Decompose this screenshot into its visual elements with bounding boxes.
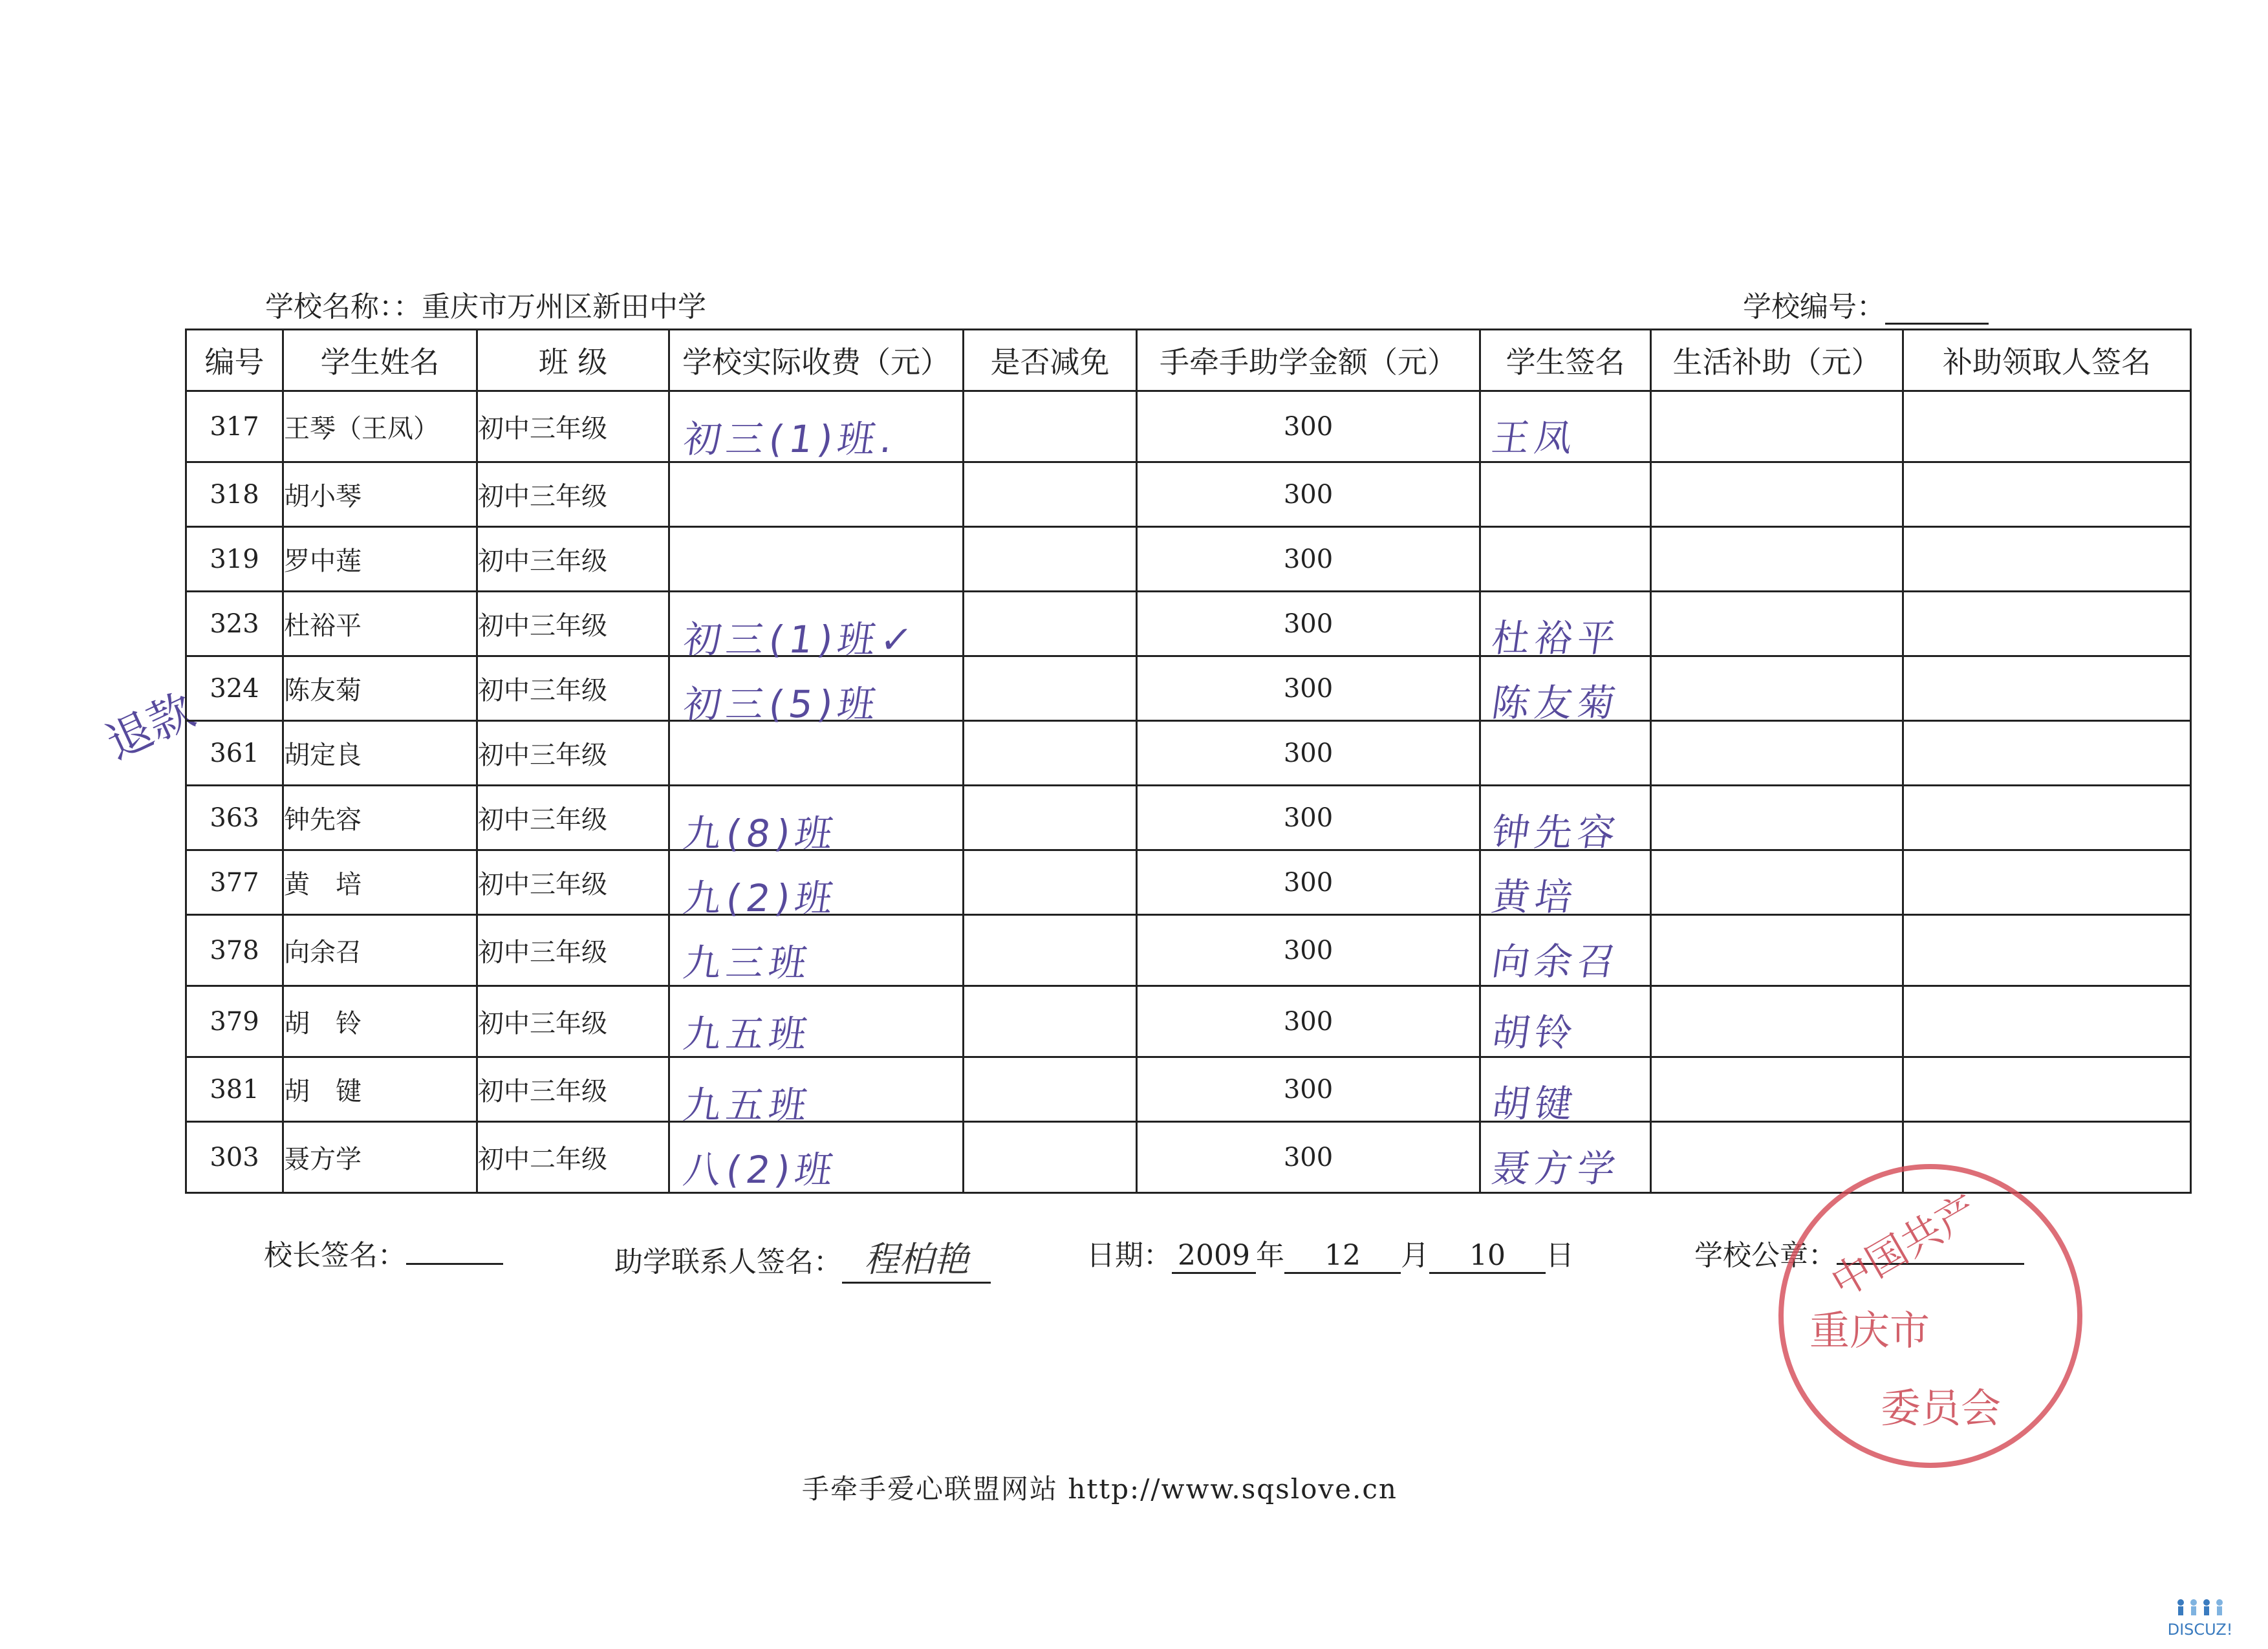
col-header-fee: 学校实际收费（元） [669, 330, 964, 391]
cell-fee[interactable] [669, 527, 964, 592]
col-header-grade: 班 级 [477, 330, 669, 391]
fee-handwriting: 八(2)班 [680, 1148, 841, 1192]
school-code-blank [1885, 297, 1989, 325]
cell-receiver[interactable] [1903, 462, 2191, 527]
cell-grade: 初中三年级 [477, 721, 669, 786]
cell-amount: 300 [1137, 592, 1480, 656]
table-row [186, 592, 2191, 656]
col-header-id: 编号 [186, 330, 283, 391]
table-row [186, 986, 2191, 1057]
cell-fee[interactable] [669, 462, 964, 527]
cell-subsidy[interactable] [1651, 592, 1903, 656]
date-label: 日期： [1086, 1239, 1172, 1272]
cell-waiver[interactable] [964, 986, 1137, 1057]
cell-fee[interactable] [669, 721, 964, 786]
cell-signature[interactable] [1480, 592, 1651, 660]
date-day-unit: 日 [1546, 1239, 1574, 1272]
table-row [186, 786, 2191, 850]
seal-text-bottom: 委员会 [1881, 1385, 2002, 1432]
cell-amount: 300 [1137, 391, 1480, 462]
school-name-line [265, 283, 706, 325]
table-row [186, 721, 2191, 786]
contact-signature: 程柏艳 [842, 1232, 991, 1284]
cell-name: 陈友菊 [283, 656, 477, 721]
logo-text: DISCUZ! [2167, 1621, 2233, 1639]
table-row [186, 462, 2191, 527]
cell-amount: 300 [1137, 721, 1480, 786]
cell-id: 324 [186, 656, 283, 721]
cell-id: 378 [186, 915, 283, 986]
date-year: 2009 [1172, 1239, 1256, 1274]
cell-id: 377 [186, 850, 283, 915]
cell-waiver[interactable] [964, 592, 1137, 656]
student-signature: 黄培 [1489, 875, 1581, 919]
table-row [186, 656, 2191, 721]
date-month-unit: 月 [1401, 1239, 1429, 1272]
col-header-waiver: 是否减免 [964, 330, 1137, 391]
cell-waiver[interactable] [964, 1122, 1137, 1193]
col-header-subsidy: 生活补助（元） [1651, 330, 1903, 391]
cell-signature[interactable] [1480, 462, 1651, 527]
cell-amount: 300 [1137, 986, 1480, 1057]
cell-grade: 初中三年级 [477, 986, 669, 1057]
cell-waiver[interactable] [964, 462, 1137, 527]
student-signature: 钟先容 [1489, 810, 1624, 854]
cell-signature[interactable] [1480, 786, 1651, 854]
cell-fee[interactable] [669, 391, 964, 462]
table-row [186, 915, 2191, 986]
cell-fee[interactable] [669, 656, 964, 726]
cell-name: 向余召 [283, 915, 477, 986]
website-footer: 手牵手爱心联盟网站 http://www.sqslove.cn [802, 1473, 1398, 1505]
fee-handwriting: 初三(1)班. [680, 417, 901, 461]
cell-receiver[interactable] [1903, 527, 2191, 592]
cell-signature[interactable] [1480, 850, 1651, 919]
cell-waiver[interactable] [964, 1057, 1137, 1122]
date-month: 12 [1284, 1239, 1401, 1274]
cell-amount: 300 [1137, 527, 1480, 592]
cell-amount: 300 [1137, 850, 1480, 915]
official-seal [1778, 1164, 2082, 1468]
cell-name: 胡定良 [283, 721, 477, 786]
cell-id: 363 [186, 786, 283, 850]
school-name-value: ：重庆市万州区新田中学 [393, 290, 706, 323]
cell-grade: 初中三年级 [477, 391, 669, 462]
aid-table [185, 329, 2192, 1194]
cell-name: 聂方学 [283, 1122, 477, 1193]
student-signature: 胡铃 [1489, 1011, 1581, 1055]
table-row [186, 1057, 2191, 1122]
cell-grade: 初中三年级 [477, 915, 669, 986]
fee-handwriting: 九五班 [680, 1012, 815, 1056]
cell-receiver[interactable] [1903, 391, 2191, 462]
fee-handwriting: 九(2)班 [680, 876, 841, 920]
cell-receiver[interactable] [1903, 850, 2191, 915]
cell-fee[interactable] [669, 1057, 964, 1127]
cell-id: 319 [186, 527, 283, 592]
cell-subsidy[interactable] [1651, 462, 1903, 527]
seal-text-middle: 重庆市 [1809, 1307, 1930, 1354]
cell-id: 379 [186, 986, 283, 1057]
date-line [1086, 1232, 1574, 1274]
cell-signature[interactable] [1480, 986, 1651, 1057]
cell-amount: 300 [1137, 656, 1480, 721]
student-signature: 向余召 [1489, 940, 1624, 984]
cell-waiver[interactable] [964, 527, 1137, 592]
cell-name: 胡小琴 [283, 462, 477, 527]
student-signature: 王凤 [1489, 416, 1581, 460]
cell-receiver[interactable] [1903, 592, 2191, 656]
table-row [186, 527, 2191, 592]
cell-waiver[interactable] [964, 391, 1137, 462]
cell-fee[interactable] [669, 915, 964, 986]
cell-waiver[interactable] [964, 850, 1137, 915]
cell-amount: 300 [1137, 1122, 1480, 1193]
cell-subsidy[interactable] [1651, 850, 1903, 915]
cell-id: 303 [186, 1122, 283, 1193]
cell-id: 323 [186, 592, 283, 656]
cell-fee[interactable] [669, 850, 964, 920]
cell-name: 胡 键 [283, 1057, 477, 1122]
cell-grade: 初中三年级 [477, 527, 669, 592]
cell-signature[interactable] [1480, 915, 1651, 986]
table-row [186, 850, 2191, 915]
date-day: 10 [1429, 1239, 1546, 1274]
cell-signature[interactable] [1480, 1057, 1651, 1126]
col-header-name: 学生姓名 [283, 330, 477, 391]
school-name-label: 学校名称： [265, 290, 393, 323]
cell-waiver[interactable] [964, 656, 1137, 721]
cell-subsidy[interactable] [1651, 391, 1903, 462]
fee-handwriting: 九五班 [680, 1083, 815, 1127]
cell-grade: 初中三年级 [477, 656, 669, 721]
cell-signature[interactable] [1480, 656, 1651, 725]
fee-handwriting: 初三(5)班 [680, 682, 884, 726]
fee-handwriting: 九(8)班 [680, 812, 841, 856]
cell-fee[interactable] [669, 1122, 964, 1193]
cell-waiver[interactable] [964, 915, 1137, 986]
col-header-receiver: 补助领取人签名 [1903, 330, 2191, 391]
school-code-label: 学校编号： [1743, 290, 1885, 323]
cell-name: 王琴（王凤） [283, 391, 477, 462]
cell-subsidy[interactable] [1651, 986, 1903, 1057]
cell-signature[interactable] [1480, 721, 1651, 786]
student-signature: 聂方学 [1489, 1147, 1624, 1191]
contact-signature-line [614, 1232, 991, 1284]
cell-fee[interactable] [669, 592, 964, 662]
cell-grade: 初中三年级 [477, 592, 669, 656]
cell-receiver[interactable] [1903, 721, 2191, 786]
people-icon [2161, 1597, 2239, 1617]
cell-fee[interactable] [669, 986, 964, 1057]
cell-name: 钟先容 [283, 786, 477, 850]
cell-subsidy[interactable] [1651, 786, 1903, 850]
cell-subsidy[interactable] [1651, 527, 1903, 592]
margin-handwritten-mark: 退款 [98, 683, 203, 770]
school-code-line [1743, 283, 1989, 325]
cell-amount: 300 [1137, 1057, 1480, 1122]
fee-handwriting: 初三(1)班✓ [680, 618, 920, 662]
cell-amount: 300 [1137, 786, 1480, 850]
contact-label: 助学联系人签名： [614, 1245, 842, 1278]
cell-id: 361 [186, 721, 283, 786]
cell-amount: 300 [1137, 462, 1480, 527]
cell-amount: 300 [1137, 915, 1480, 986]
cell-signature[interactable] [1480, 391, 1651, 462]
table-row [186, 391, 2191, 462]
fee-handwriting: 九三班 [680, 941, 815, 985]
cell-name: 杜裕平 [283, 592, 477, 656]
cell-receiver[interactable] [1903, 915, 2191, 986]
cell-id: 381 [186, 1057, 283, 1122]
cell-grade: 初中三年级 [477, 1057, 669, 1122]
cell-grade: 初中二年级 [477, 1122, 669, 1193]
cell-subsidy[interactable] [1651, 656, 1903, 721]
seal-label: 学校公章： [1694, 1239, 1837, 1272]
cell-grade: 初中三年级 [477, 462, 669, 527]
table-header-row [186, 330, 2191, 391]
cell-grade: 初中三年级 [477, 786, 669, 850]
col-header-signature: 学生签名 [1480, 330, 1651, 391]
principal-signature-line [264, 1232, 503, 1273]
cell-receiver[interactable] [1903, 986, 2191, 1057]
cell-receiver[interactable] [1903, 786, 2191, 850]
cell-name: 胡 铃 [283, 986, 477, 1057]
col-header-amount: 手牵手助学金额（元） [1137, 330, 1480, 391]
cell-subsidy[interactable] [1651, 1057, 1903, 1122]
cell-receiver[interactable] [1903, 656, 2191, 721]
cell-subsidy[interactable] [1651, 915, 1903, 986]
seal-text-top: 中国共产 [1822, 1185, 1986, 1307]
student-signature: 陈友菊 [1489, 681, 1624, 725]
cell-receiver[interactable] [1903, 1057, 2191, 1122]
cell-waiver[interactable] [964, 721, 1137, 786]
cell-signature[interactable] [1480, 1122, 1651, 1193]
cell-grade: 初中三年级 [477, 850, 669, 915]
cell-fee[interactable] [669, 786, 964, 856]
cell-subsidy[interactable] [1651, 721, 1903, 786]
cell-waiver[interactable] [964, 786, 1137, 850]
date-year-unit: 年 [1256, 1239, 1284, 1272]
cell-signature[interactable] [1480, 527, 1651, 592]
cell-name: 罗中莲 [283, 527, 477, 592]
cell-id: 318 [186, 462, 283, 527]
student-signature: 杜裕平 [1489, 616, 1624, 660]
principal-blank [406, 1237, 503, 1265]
cell-id: 317 [186, 391, 283, 462]
discuz-logo [2152, 1597, 2249, 1639]
principal-label: 校长签名： [264, 1239, 406, 1272]
student-signature: 胡键 [1489, 1082, 1581, 1126]
cell-name: 黄 培 [283, 850, 477, 915]
